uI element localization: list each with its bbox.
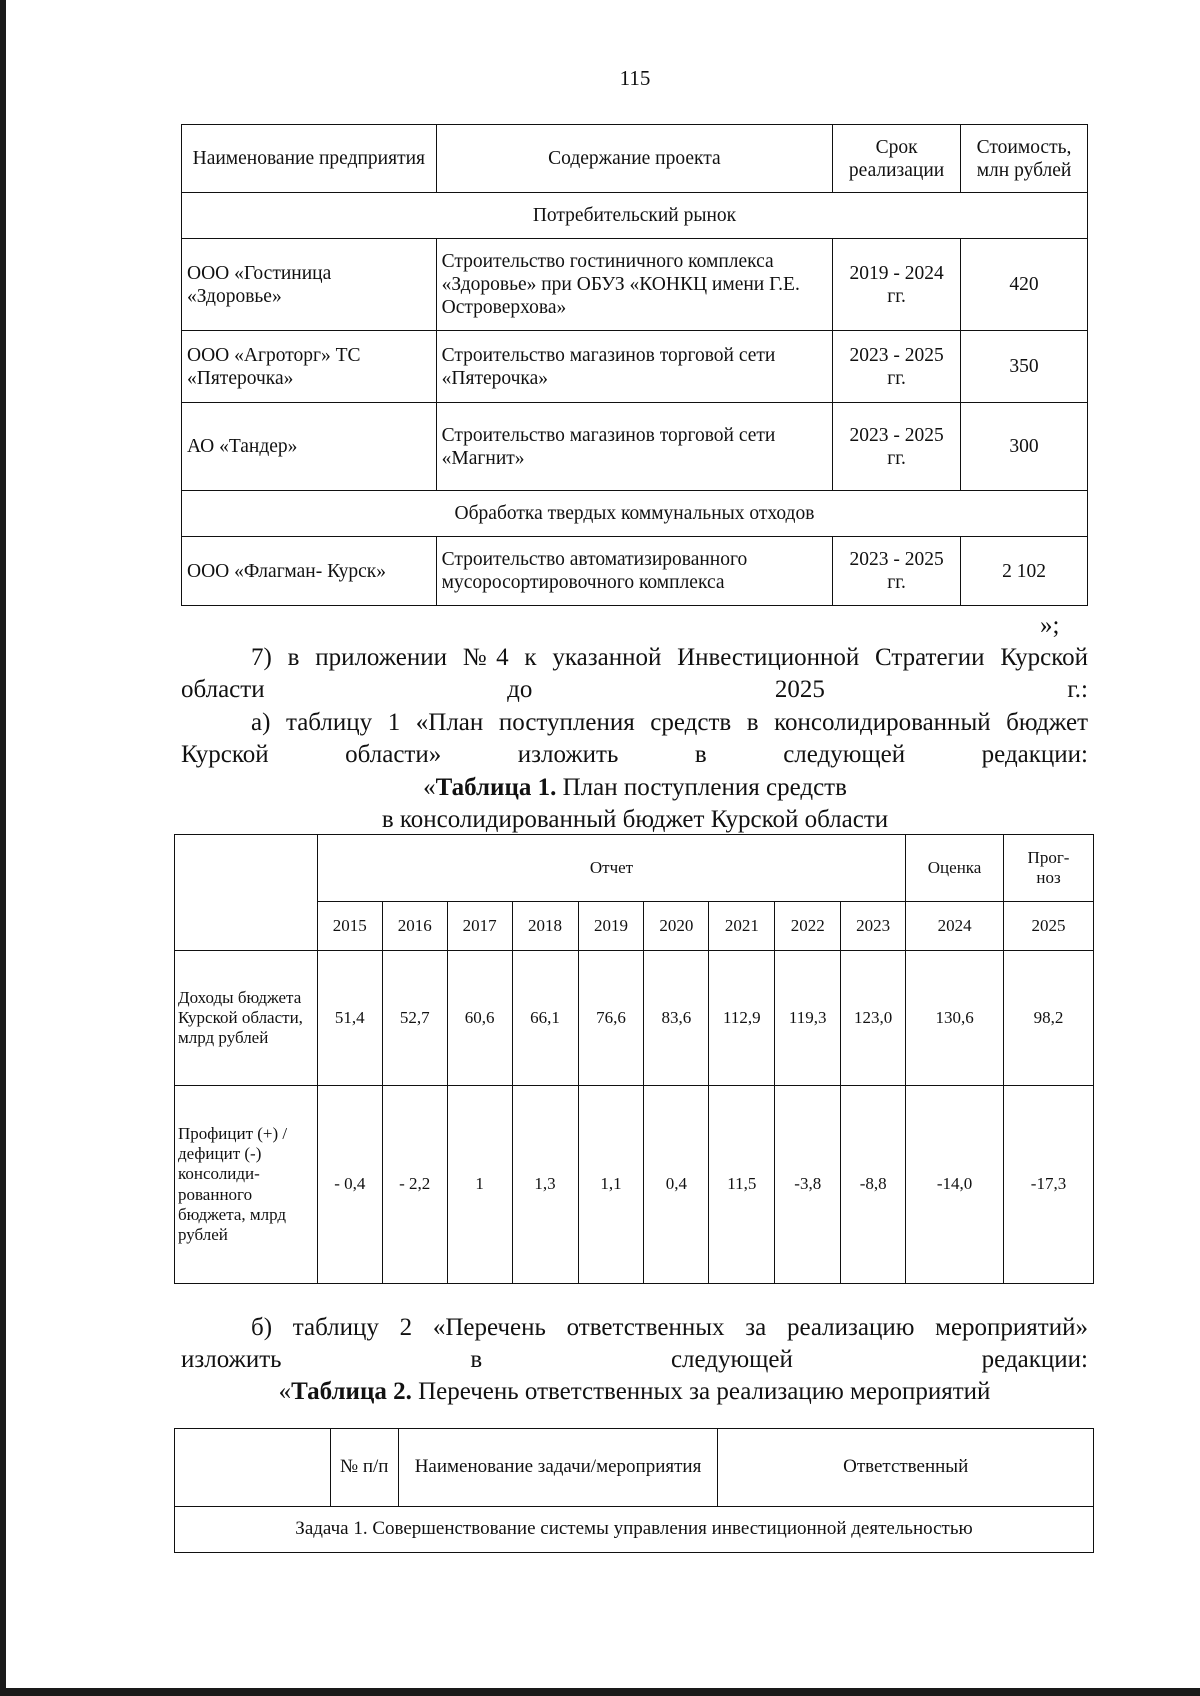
budget-header-row <box>175 835 1094 902</box>
company-cell: АО «Тандер» <box>182 403 437 491</box>
value-cell: 83,6 <box>644 951 709 1086</box>
content-cell: Строительство магазинов торговой сети «Магнит» <box>436 403 832 491</box>
header-company: Наименование предприятия <box>182 125 437 193</box>
responsible-table <box>174 1428 1094 1553</box>
value-cell: 66,1 <box>512 951 578 1086</box>
table-row <box>182 331 1088 403</box>
value-cell: -17,3 <box>1004 1086 1094 1284</box>
company-cell: ООО «Флагман- Курск» <box>182 537 437 606</box>
year-cell: 2016 <box>382 902 447 951</box>
empty-header-cell <box>175 1429 331 1507</box>
period-cell: 2023 - 2025 гг. <box>833 331 961 403</box>
scan-border-bottom <box>0 1688 1200 1696</box>
paragraph-b-text: б) таблицу 2 «Перечень ответственных за реализацию мероприятий» изложить в следующей редакции: <box>181 1314 1088 1373</box>
budget-corner-cell <box>175 835 318 951</box>
value-cell: - 2,2 <box>382 1086 447 1284</box>
section-row <box>175 1507 1094 1553</box>
cost-cell: 420 <box>961 239 1088 331</box>
paragraph-7-text: 7) в приложении №4 к указанной Инвестиционной Стратегии Курской области до 2025 г.: <box>181 644 1088 703</box>
header-forecast: Прог- ноз <box>1004 835 1094 902</box>
value-cell: 76,6 <box>578 951 644 1086</box>
year-cell: 2019 <box>578 902 644 951</box>
header-content: Содержание проекта <box>436 125 832 193</box>
value-cell: 123,0 <box>841 951 906 1086</box>
period-cell: 2023 - 2025 гг. <box>833 537 961 606</box>
section-row <box>182 491 1088 537</box>
table1-caption-line2: в консолидированный бюджет Курской области <box>381 806 889 833</box>
value-cell: 52,7 <box>382 951 447 1086</box>
value-cell: 112,9 <box>709 951 775 1086</box>
table1-caption-line1: «Таблица 1. План поступления средств <box>423 774 847 801</box>
year-cell: 2021 <box>709 902 775 951</box>
year-cell: 2015 <box>317 902 382 951</box>
paragraph-a-text: а) таблицу 1 «План поступления средств в консолидированный бюджет Курской области» изложить в следующей редакции: <box>181 709 1088 768</box>
period-cell: 2019 - 2024 гг. <box>833 239 961 331</box>
closing-quote: »; <box>1040 612 1060 639</box>
row-label-surplus: Профицит (+) / дефицит (-) консолиди-рованного бюджета, млрд рублей <box>175 1086 318 1284</box>
year-cell: 2017 <box>447 902 512 951</box>
value-cell: 11,5 <box>709 1086 775 1284</box>
value-cell: 119,3 <box>775 951 841 1086</box>
period-cell: 2023 - 2025 гг. <box>833 403 961 491</box>
year-cell: 2023 <box>841 902 906 951</box>
task-1-row: Задача 1. Совершенствование системы управления инвестиционной деятельностью <box>175 1507 1094 1553</box>
cost-cell: 300 <box>961 403 1088 491</box>
cost-cell: 2 102 <box>961 537 1088 606</box>
year-cell: 2020 <box>644 902 709 951</box>
value-cell: 60,6 <box>447 951 512 1086</box>
table2-caption: «Таблица 2. Перечень ответственных за реализацию мероприятий <box>278 1378 991 1405</box>
header-cost: Стоимость, млн рублей <box>961 125 1088 193</box>
value-cell: 1,1 <box>578 1086 644 1284</box>
value-cell: -3,8 <box>775 1086 841 1284</box>
table1-caption <box>240 772 1030 836</box>
year-cell: 2025 <box>1004 902 1094 951</box>
year-cell: 2024 <box>906 902 1004 951</box>
scan-border-left <box>0 0 6 1696</box>
company-cell: ООО «Агроторг» ТС «Пятерочка» <box>182 331 437 403</box>
paragraph-a <box>181 707 1088 771</box>
header-number: № п/п <box>330 1429 398 1507</box>
content-cell: Строительство автоматизированного мусоросортировочного комплекса <box>436 537 832 606</box>
paragraph-7 <box>181 642 1088 706</box>
content-cell: Строительство магазинов торговой сети «Пятерочка» <box>436 331 832 403</box>
table-row <box>175 1086 1094 1284</box>
section-waste: Обработка твердых коммунальных отходов <box>182 491 1088 537</box>
year-cell: 2018 <box>512 902 578 951</box>
table-row <box>175 951 1094 1086</box>
header-estimate: Оценка <box>906 835 1004 902</box>
value-cell: 98,2 <box>1004 951 1094 1086</box>
page-number: 115 <box>619 66 651 90</box>
table-header-row <box>182 125 1088 193</box>
table-header-row <box>175 1429 1094 1507</box>
header-period: Срок реализации <box>833 125 961 193</box>
value-cell: 1 <box>447 1086 512 1284</box>
header-task: Наименование задачи/мероприятия <box>398 1429 718 1507</box>
value-cell: 130,6 <box>906 951 1004 1086</box>
value-cell: 0,4 <box>644 1086 709 1284</box>
row-label-revenue: Доходы бюджета Курской области, млрд рублей <box>175 951 318 1086</box>
value-cell: 51,4 <box>317 951 382 1086</box>
table-row <box>182 537 1088 606</box>
section-row <box>182 193 1088 239</box>
company-cell: ООО «Гостиница «Здоровье» <box>182 239 437 331</box>
year-cell: 2022 <box>775 902 841 951</box>
table-row <box>182 239 1088 331</box>
value-cell: - 0,4 <box>317 1086 382 1284</box>
header-responsible: Ответственный <box>718 1429 1094 1507</box>
content-cell: Строительство гостиничного комплекса «Здоровье» при ОБУЗ «КОНКЦ имени Г.Е. Островерхова» <box>436 239 832 331</box>
table-row <box>182 403 1088 491</box>
projects-table <box>181 124 1088 606</box>
paragraph-b <box>181 1312 1088 1376</box>
header-report: Отчет <box>317 835 905 902</box>
value-cell: 1,3 <box>512 1086 578 1284</box>
cost-cell: 350 <box>961 331 1088 403</box>
section-consumer-market: Потребительский рынок <box>182 193 1088 239</box>
value-cell: -14,0 <box>906 1086 1004 1284</box>
value-cell: -8,8 <box>841 1086 906 1284</box>
budget-table <box>174 834 1094 1284</box>
